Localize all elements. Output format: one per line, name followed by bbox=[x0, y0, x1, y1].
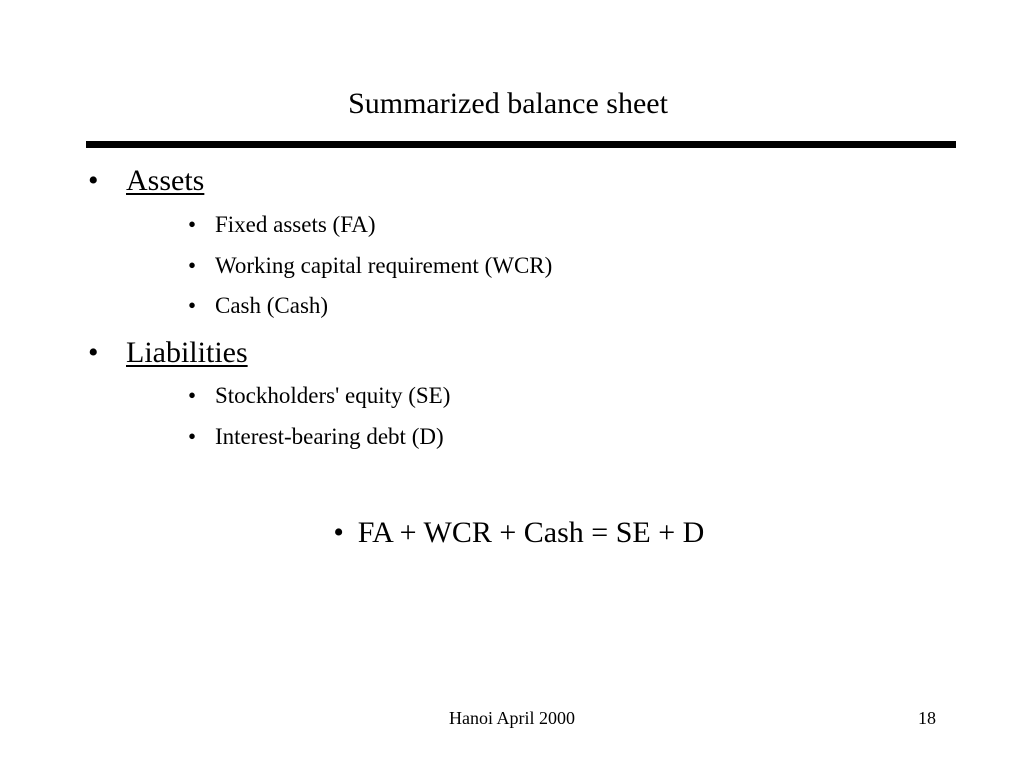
bullet-icon: • bbox=[333, 516, 344, 549]
page-number: 18 bbox=[918, 708, 936, 728]
balance-equation bbox=[0, 515, 1024, 551]
bullet-icon: • bbox=[88, 336, 99, 369]
bullet-icon: • bbox=[188, 253, 197, 278]
list-item bbox=[188, 423, 444, 451]
bullet-icon: • bbox=[88, 164, 99, 197]
list-item-text: Interest-bearing debt (D) bbox=[215, 424, 444, 449]
section-assets bbox=[88, 163, 204, 199]
section-heading-liabilities: Liabilities bbox=[126, 336, 248, 369]
bullet-icon: • bbox=[188, 383, 197, 408]
slide-title: Summarized balance sheet bbox=[348, 87, 668, 120]
bullet-icon: • bbox=[188, 293, 197, 318]
list-item bbox=[188, 211, 376, 239]
list-item bbox=[188, 292, 328, 320]
list-item-text: Cash (Cash) bbox=[215, 293, 329, 318]
section-liabilities bbox=[88, 335, 248, 371]
bullet-icon: • bbox=[188, 212, 197, 237]
list-item-text: Fixed assets (FA) bbox=[215, 212, 376, 237]
list-item bbox=[188, 382, 450, 410]
title-divider bbox=[86, 141, 956, 148]
list-item-text: Stockholders' equity (SE) bbox=[215, 383, 451, 408]
list-item-text: Working capital requirement (WCR) bbox=[215, 253, 553, 278]
section-heading-assets: Assets bbox=[126, 164, 205, 197]
bullet-icon: • bbox=[188, 424, 197, 449]
list-item bbox=[188, 252, 552, 280]
equation-text: FA + WCR + Cash = SE + D bbox=[357, 516, 705, 549]
footer-text: Hanoi April 2000 bbox=[449, 708, 575, 728]
